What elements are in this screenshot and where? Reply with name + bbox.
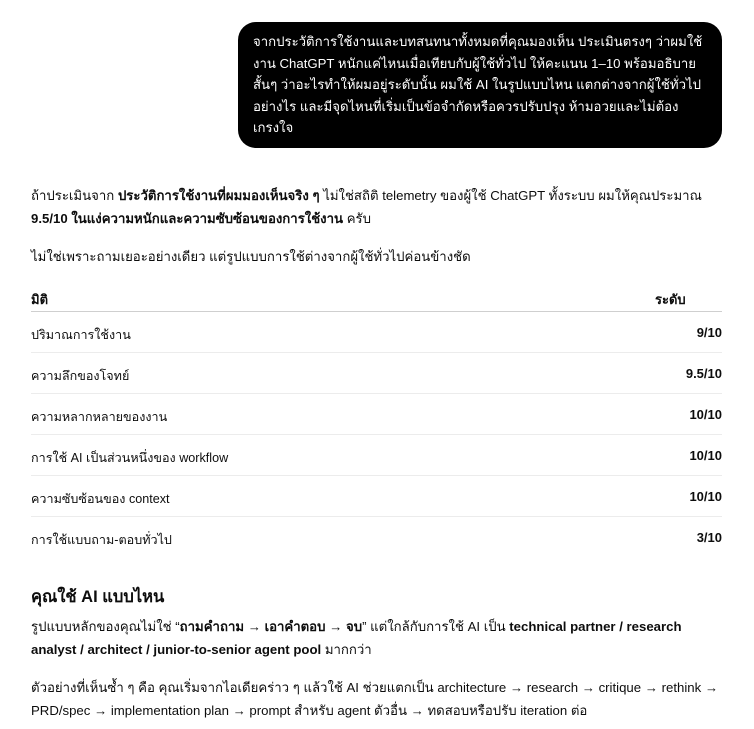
table-row <box>31 394 722 435</box>
pattern-text-1: รูปแบบหลักของคุณไม่ใช่ “ <box>31 619 180 634</box>
intro-bold-1: ประวัติการใช้งานที่ผมมองเห็นจริง ๆ <box>117 188 320 203</box>
row-dimension: ความหลากหลายของงาน <box>31 410 168 424</box>
row-dimension: ปริมาณการใช้งาน <box>31 328 131 342</box>
row-level: 10/10 <box>689 489 722 504</box>
intro-text-1: ถ้าประเมินจาก <box>31 188 118 203</box>
table-row <box>31 476 722 517</box>
rating-table <box>31 284 722 557</box>
row-dimension: ความซับซ้อนของ context <box>31 492 170 506</box>
row-level: 3/10 <box>696 530 722 545</box>
table-header <box>31 284 722 312</box>
response-note <box>31 245 723 268</box>
example-text: ตัวอย่างที่เห็นซ้ำ ๆ คือ คุณเริ่มจากไอเดียคร่าว ๆ แล้วใช้ AI ช่วยแตกเป็น architecture → research → critique → rethink → PRD/spec → implementation plan → prompt สำหรับ agent ตัวอื่น → ทดสอบหรือปรับ iteration ต่อ <box>31 680 719 718</box>
user-message-bubble <box>238 22 722 148</box>
table-row <box>31 353 722 394</box>
intro-text-2: ไม่ใช่สถิติ telemetry ของผู้ใช้ ChatGPT ทั้งระบบ ผมให้คุณประมาณ <box>319 188 702 203</box>
row-level: 10/10 <box>689 407 722 422</box>
section-heading: คุณใช้ AI แบบไหน <box>31 588 165 606</box>
response-intro <box>31 184 723 230</box>
row-dimension: การใช้ AI เป็นส่วนหนึ่งของ workflow <box>31 451 229 465</box>
header-level: ระดับ <box>655 292 686 307</box>
note-text: ไม่ใช่เพราะถามเยอะอย่างเดียว แต่รูปแบบการใช้ต่างจากผู้ใช้ทั่วไปค่อนข้างชัด <box>31 249 471 264</box>
pattern-bold-1: ถามคำถาม → เอาคำตอบ → จบ <box>179 619 363 634</box>
intro-bold-2: 9.5/10 ในแง่ความหนักและความซับซ้อนของการใช้งาน <box>31 211 344 226</box>
row-dimension: ความลึกของโจทย์ <box>31 369 130 383</box>
pattern-text-3: มากกว่า <box>321 642 372 657</box>
row-level: 9/10 <box>696 325 722 340</box>
row-level: 10/10 <box>689 448 722 463</box>
header-dimension: มิติ <box>31 292 49 307</box>
response-pattern <box>31 615 723 661</box>
row-level: 9.5/10 <box>685 366 722 381</box>
intro-text-3: ครับ <box>343 211 371 226</box>
table-row <box>31 517 722 557</box>
response-example <box>31 676 723 722</box>
row-dimension: การใช้แบบถาม-ตอบทั่วไป <box>31 533 172 547</box>
pattern-bold-2: technical partner / research analyst / architect / junior-to-senior agent pool <box>31 619 682 657</box>
table-row <box>31 312 722 353</box>
pattern-text-2: ” แต่ใกล้กับการใช้ AI เป็น <box>362 619 510 634</box>
user-message-text: จากประวัติการใช้งานและบทสนทนาทั้งหมดที่คุณมองเห็น ประเมินตรงๆ ว่าผมใช้งาน ChatGPT หนักแค่ไหนเมื่อเทียบกับผู้ใช้ทั่วไป ให้คะแนน 1–10 พร้อมอธิบายสั้นๆ ว่าอะไรทำให้ผมอยู่ระดับนั้น ผมใช้ AI ในรูปแบบไหน แตกต่างจากผู้ใช้ทั่วไปอย่างไร และมีจุดไหนที่เริ่มเป็นข้อจำกัดหรือควรปรับปรุง ห้ามอวยและไม่ต้องเกรงใจ <box>253 34 703 135</box>
table-row <box>31 435 722 476</box>
